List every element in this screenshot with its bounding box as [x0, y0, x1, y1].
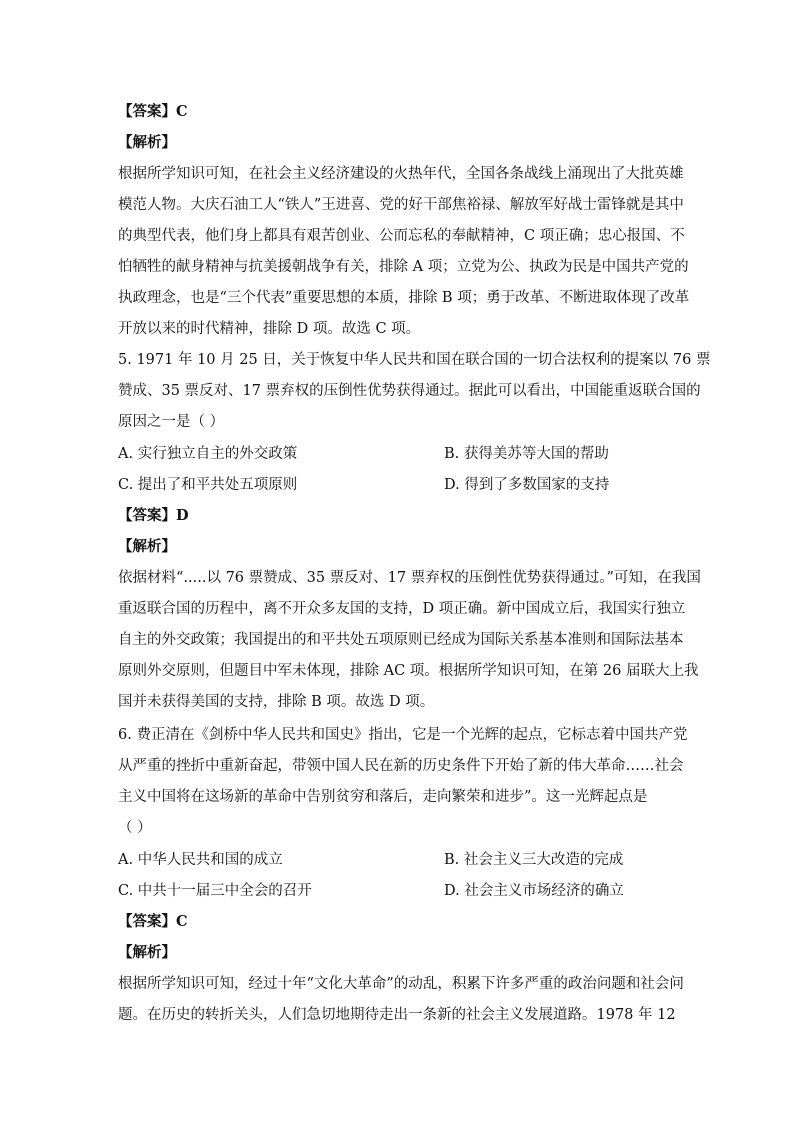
- q6-answer: 【答案】C: [118, 913, 188, 930]
- q5-option-b: B. 获得美苏等大国的帮助: [444, 446, 609, 462]
- q4-analysis-line: 执政理念，也是“三个代表”重要思想的本质，排除 B 项；勇于改革、不断进取体现了改革: [118, 290, 690, 306]
- q5-option-a: A. 实行独立自主的外交政策: [118, 446, 298, 462]
- q5-answer: 【答案】D: [118, 507, 189, 524]
- q6-stem-line: 6. 费正清在《剑桥中华人民共和国史》指出，它是一个光辉的起点，它标志着中国共产党: [118, 727, 688, 743]
- q6-analysis-line: 根据所学知识可知，经过十年“文化大革命”的动乱，积累下许多严重的政治问题和社会问: [118, 976, 684, 992]
- q6-option-d: D. 社会主义市场经济的确立: [444, 883, 624, 899]
- q5-analysis-line: 自主的外交政策；我国提出的和平共处五项原则已经成为国际关系基本准则和国际法基本: [118, 632, 684, 648]
- q5-stem-line: 原因之一是（ ）: [118, 414, 225, 430]
- q4-analysis-line: 的典型代表，他们身上都具有艰苦创业、公而忘私的奉献精神，C 项正确；忠心报国、不: [118, 228, 685, 244]
- q4-analysis-line: 根据所学知识可知，在社会主义经济建设的火热年代，全国各条战线上涌现出了大批英雄: [118, 166, 684, 182]
- q5-stem-line: 5. 1971 年 10 月 25 日，关于恢复中华人民共和国在联合国的一切合法权利的提案以 76 票: [118, 352, 711, 368]
- q6-option-b: B. 社会主义三大改造的完成: [444, 852, 624, 868]
- q6-analysis-line: 题。在历史的转折关头，人们急切地期待走出一条新的社会主义发展道路。1978 年 12: [118, 1007, 676, 1023]
- q6-option-a: A. 中华人民共和国的成立: [118, 852, 283, 868]
- q4-answer: 【答案】C: [118, 103, 188, 120]
- q4-analysis-label: 【解析】: [118, 134, 176, 151]
- q5-analysis-line: 国并未获得美国的支持，排除 B 项。故选 D 项。: [118, 694, 435, 710]
- q5-analysis-line: 依据材料“.....以 76 票赞成、35 票反对、17 票弃权的压倒性优势获得通过。”可知，在我国: [118, 570, 701, 586]
- q6-stem-line: （ ）: [118, 820, 152, 836]
- q4-analysis-line: 模范人物。大庆石油工人“铁人”王进喜、党的好干部焦裕禄、解放军好战士雷锋就是其中: [118, 197, 684, 213]
- q5-analysis-label: 【解析】: [118, 538, 176, 555]
- q4-analysis-line: 怕牺牲的献身精神与抗美援朝战争有关，排除 A 项；立党为公、执政为民是中国共产党的: [118, 259, 689, 275]
- q6-analysis-label: 【解析】: [118, 944, 176, 961]
- q5-stem-line: 赞成、35 票反对、17 票弃权的压倒性优势获得通过。据此可以看出，中国能重返联合国的: [118, 383, 701, 399]
- q5-analysis-line: 原则外交原则，但题目中军未体现，排除 AC 项。根据所学知识可知，在第 26 届联大上我: [118, 663, 699, 679]
- q5-option-d: D. 得到了多数国家的支持: [444, 477, 610, 493]
- q6-option-c: C. 中共十一届三中全会的召开: [118, 883, 312, 899]
- q5-analysis-line: 重返联合国的历程中，离不开众多友国的支持，D 项正确。新中国成立后，我国实行独立: [118, 601, 686, 617]
- q6-stem-line: 从严重的挫折中重新奋起，带领中国人民在新的历史条件下开始了新的伟大革命……社会: [118, 758, 684, 774]
- q4-analysis-line: 开放以来的时代精神，排除 D 项。故选 C 项。: [118, 321, 421, 337]
- q5-option-c: C. 提出了和平共处五项原则: [118, 477, 298, 493]
- q6-stem-line: 主义中国将在这场新的革命中告别贫穷和落后，走向繁荣和进步”。这一光辉起点是: [118, 789, 648, 805]
